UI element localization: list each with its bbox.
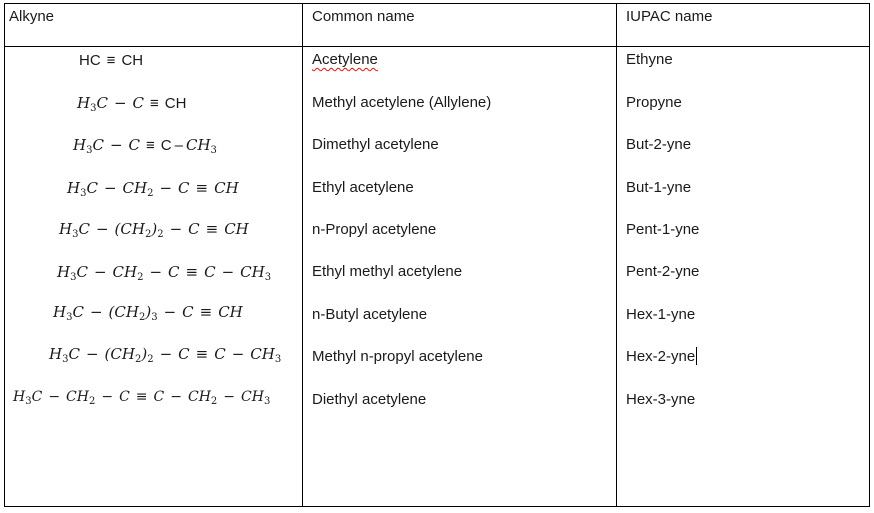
- common-name-cell[interactable]: Dimethyl acetylene: [312, 136, 439, 153]
- formula-pent-2-yne[interactable]: $H_3C - CH_2 - C \equiv C - CH_3$: [57, 263, 272, 283]
- column-divider: [302, 4, 303, 506]
- iupac-name-cell[interactable]: Ethyne: [626, 51, 673, 68]
- formula-ethyne[interactable]: HC ≡ CH: [79, 52, 144, 69]
- common-name-cell[interactable]: Diethyl acetylene: [312, 391, 427, 408]
- iupac-name-cell[interactable]: Hex-3-yne: [626, 391, 696, 408]
- header-common-name[interactable]: Common name: [312, 8, 415, 25]
- formula-hex-3-yne[interactable]: $H_3C - CH_2 - C \equiv C - CH_2 - CH_3$: [13, 389, 271, 407]
- iupac-name-cell[interactable]: Hex-1-yne: [626, 306, 696, 323]
- common-name-cell[interactable]: Methyl n-propyl acetylene: [312, 348, 483, 365]
- iupac-name-cell[interactable]: Pent-2-yne: [626, 263, 700, 280]
- formula-propyne[interactable]: $H_3C - C$ ≡ CH: [77, 94, 187, 114]
- common-name-cell[interactable]: Methyl acetylene (Allylene): [312, 94, 492, 111]
- common-name-cell[interactable]: Ethyl methyl acetylene: [312, 263, 463, 280]
- column-divider: [616, 4, 617, 506]
- formula-but-2-yne[interactable]: $H_3C - C \equiv C - CH_3$: [73, 136, 217, 156]
- iupac-name-cell[interactable]: Propyne: [626, 94, 682, 111]
- formula-but-1-yne[interactable]: $H_3C - CH_2 - C$ ≡ CH: [67, 179, 239, 199]
- common-name-cell[interactable]: Acetylene: [312, 51, 378, 68]
- iupac-name-cell[interactable]: But-2-yne: [626, 136, 692, 153]
- formula-hex-1-yne[interactable]: $H_3C - (CH_2)_3 - C$ ≡ CH: [53, 303, 243, 323]
- header-divider: [5, 46, 869, 47]
- header-alkyne[interactable]: Alkyne: [9, 8, 55, 25]
- iupac-name-cell[interactable]: [626, 347, 697, 367]
- common-name-cell[interactable]: n-Propyl acetylene: [312, 221, 437, 238]
- common-name-cell[interactable]: n-Butyl acetylene: [312, 306, 428, 323]
- iupac-name-cell[interactable]: But-1-yne: [626, 179, 692, 196]
- iupac-name-cell[interactable]: Pent-1-yne: [626, 221, 700, 238]
- alkyne-table: [4, 3, 870, 507]
- iupac-name-text: Hex-2-yne: [626, 348, 696, 365]
- formula-pent-1-yne[interactable]: $H_3C - (CH_2)_2 - C$ ≡ CH: [59, 220, 249, 240]
- formula-hex-2-yne[interactable]: $H_3C - (CH_2)_2 - C \equiv C - CH_3$: [49, 345, 282, 365]
- text-cursor: [696, 347, 697, 365]
- header-iupac-name[interactable]: IUPAC name: [626, 8, 713, 25]
- common-name-cell[interactable]: Ethyl acetylene: [312, 179, 414, 196]
